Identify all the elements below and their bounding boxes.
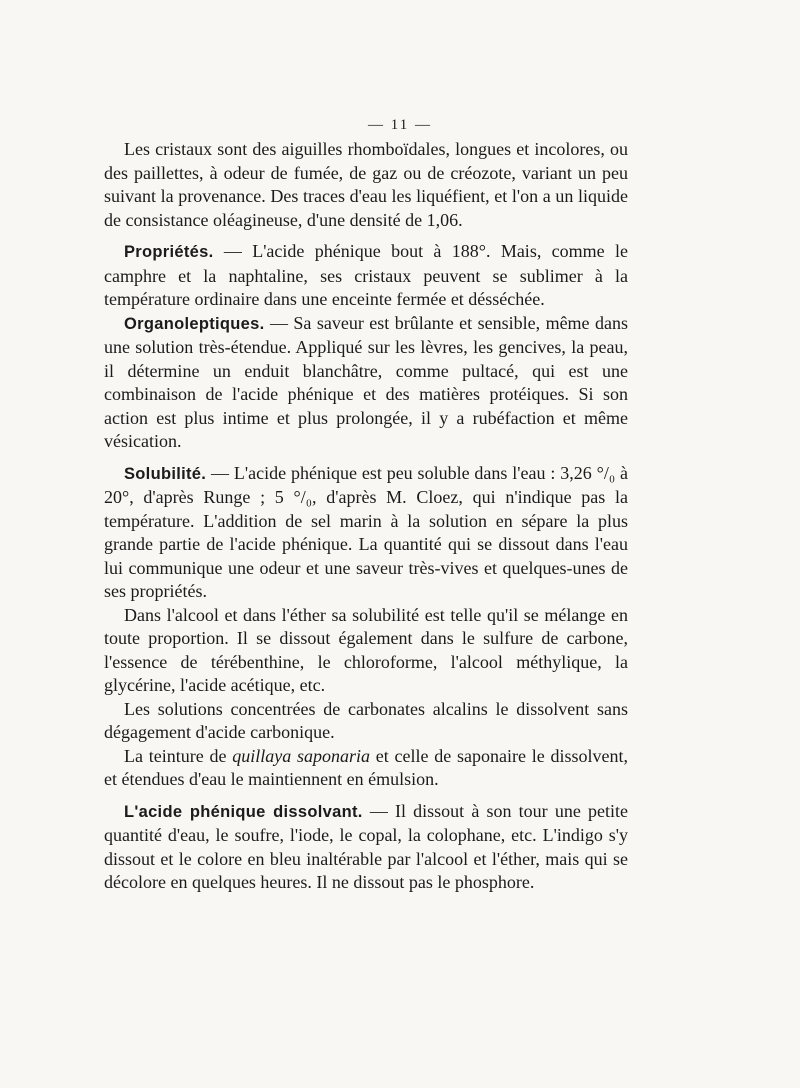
paragraph-carbonates: Les solutions concentrées de carbonates alcalins le dissolvent sans dégagement d'acide carbonique. <box>104 698 628 742</box>
paragraph-teinture-pre: La teinture de <box>124 745 233 766</box>
paragraph-alcool-ether: Dans l'alcool et dans l'éther sa solubilité est telle qu'il se mélange en toute proportion. Il se dissout également dans le sulfure de carbone, l'essence de térébenthine, le chloroforme, l'alcool méthylique, la glycérine, l'acide acétique, etc. <box>104 604 628 695</box>
paragraph-organoleptiques <box>104 312 628 454</box>
section-heading-organoleptiques: Organoleptiques. <box>124 314 265 333</box>
section-heading-proprietes: Propriétés. <box>124 243 214 261</box>
paragraph-teinture <box>104 745 628 792</box>
paragraph-proprietes <box>104 240 628 312</box>
paragraph-proprietes-text: — L'acide phénique bout à 188°. Mais, comme le camphre et la naphtaline, ses cristaux peuvent se sublimer à la température ordinaire dans une enceinte fermée et désséchée. <box>104 241 628 309</box>
section-heading-solubilite: Solubilité. <box>124 464 207 483</box>
body-text <box>104 138 628 895</box>
paragraph-teinture-italic: quillaya saponaria <box>232 745 370 766</box>
paragraph-organoleptiques-text: — Sa saveur est brûlante et sensible, même dans une solution très-étendue. Appliqué sur les lèvres, les gencives, la peau, il détermine un enduit blanchâtre, comme pultacé, qui est une combinaison de l'acide phénique et des matières protéiques. Si son action est plus intime et plus prolongée, il y a rubéfaction et même vésication. <box>104 312 628 451</box>
paragraph-teinture-post: et celle de saponaire le dissolvent, et étendues d'eau le maintiennent en émulsion. <box>104 745 628 789</box>
paragraph-dissolvant-text: — Il dissout à son tour une petite quantité d'eau, le soufre, l'iode, le copal, la colophane, etc. L'indigo s'y dissout et le colore en bleu inaltérable par l'alcool et l'éther, mais qui se décolore en quelques heures. Il ne dissout pas le phosphore. <box>104 800 628 892</box>
paragraph-dissolvant <box>104 800 628 895</box>
paragraph-solubilite <box>104 462 628 604</box>
page-number: — 11 — <box>368 117 432 133</box>
section-heading-dissolvant: L'acide phénique dissolvant. <box>124 802 363 821</box>
paragraph-solubilite-text: — L'acide phénique est peu soluble dans l'eau : 3,26 °/₀ à 20°, d'après Runge ; 5 °/₀, d'après M. Cloez, qui n'indique pas la température. L'addition de sel marin à la solution en sépare la plus grande partie de l'acide phénique. La quantité qui se dissout dans l'eau lui communique une odeur et une saveur très-vives et quelques-unes de ses propriétés. <box>104 462 628 601</box>
paragraph-crystals: Les cristaux sont des aiguilles rhomboïdales, longues et incolores, ou des paillettes, à odeur de fumée, de gaz ou de créozote, variant un peu suivant la provenance. Des traces d'eau les liquéfient, et l'on a un liquide de consistance oléagineuse, d'une densité de 1,06. <box>104 139 628 230</box>
